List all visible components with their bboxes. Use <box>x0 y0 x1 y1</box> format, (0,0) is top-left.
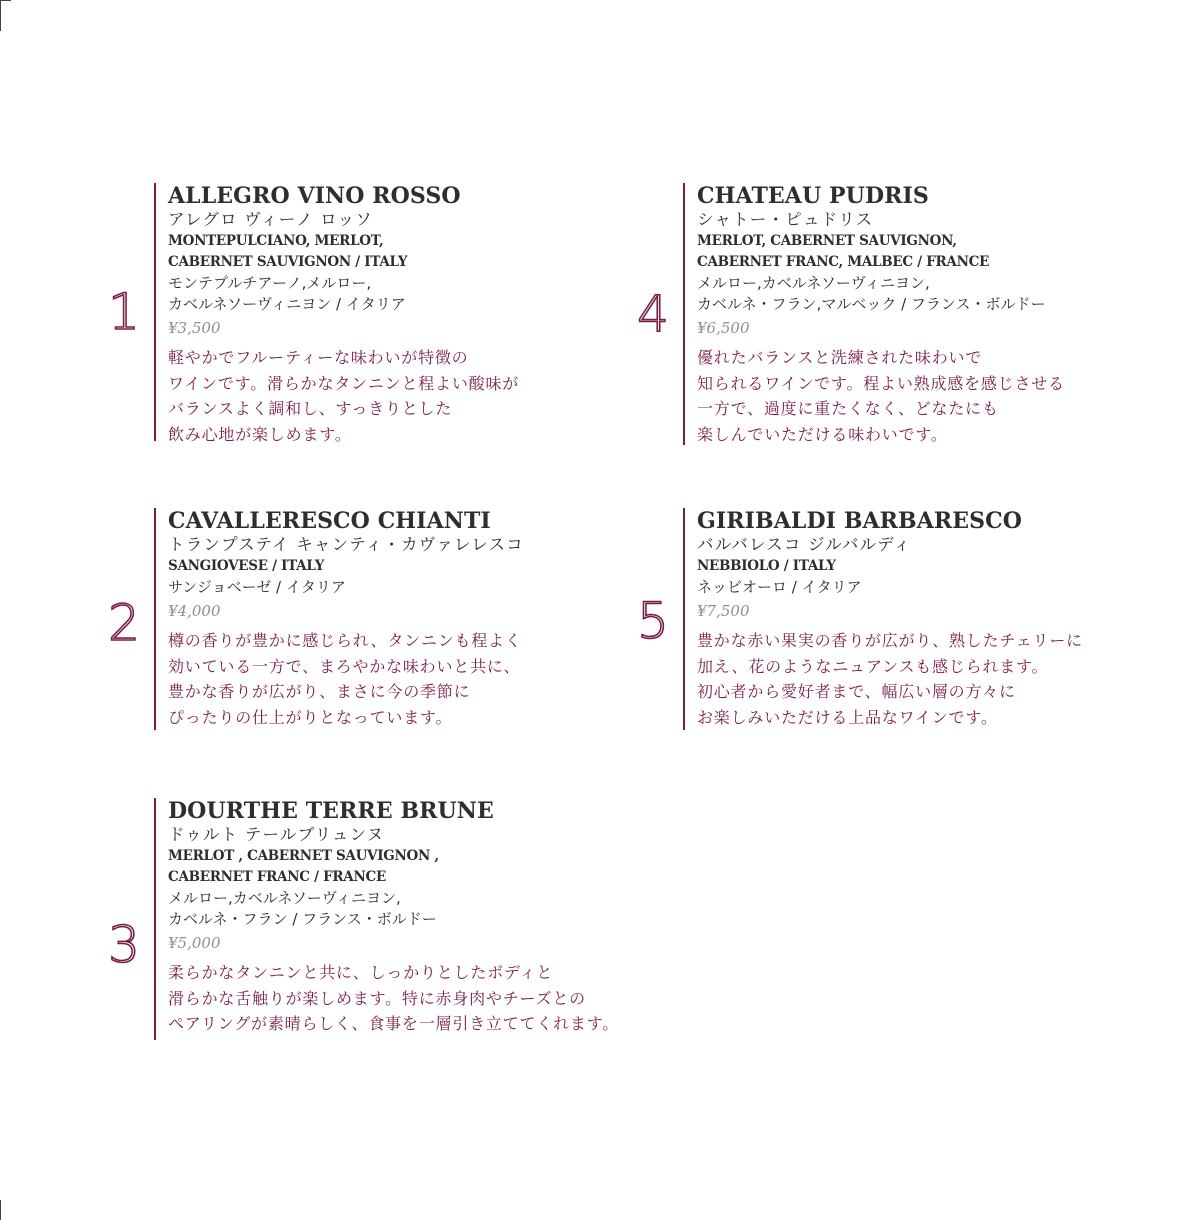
wine-price: ¥6,500 <box>697 319 750 337</box>
wine-number: 2 <box>108 594 140 652</box>
grape-line: CABERNET FRANC / FRANCE <box>168 869 386 885</box>
wine-number: 1 <box>108 283 140 341</box>
grape-varieties <box>697 556 1200 577</box>
crop-mark-bottom-left <box>0 1200 11 1220</box>
grape-varieties <box>697 231 1200 273</box>
grape-line: MONTEPULCIANO, MERLOT, <box>168 233 384 249</box>
grape-jp-line: モンテプルチアーノ,メルロー, <box>168 274 372 292</box>
desc-line: 軽やかでフルーティーな味わいが特徴の <box>168 348 469 367</box>
grape-line: SANGIOVESE / ITALY <box>168 558 325 574</box>
wine-number: 3 <box>108 916 140 974</box>
grape-jp-line: ネッビオーロ / イタリア <box>697 578 862 596</box>
grape-varieties-jp <box>168 273 708 315</box>
desc-line: バランスよく調和し、すっきりとした <box>168 399 453 418</box>
wine-name: CHATEAU PUDRIS <box>697 183 929 209</box>
grape-varieties <box>168 846 708 888</box>
desc-line: 効いている一方で、まろやかな味わいと共に、 <box>168 656 521 676</box>
wine-price: ¥7,500 <box>697 602 750 620</box>
grape-line: MERLOT, CABERNET SAUVIGNON, <box>697 233 957 249</box>
wine-entry-5 <box>637 508 1200 730</box>
wine-number: 5 <box>637 592 669 650</box>
desc-line: 加え、花のようなニュアンスも感じられます。 <box>697 656 1049 676</box>
grape-varieties-jp <box>168 888 708 930</box>
wine-entry-1 <box>108 183 708 447</box>
grape-jp-line: メルロー,カベルネソーヴィニヨン, <box>168 889 401 907</box>
entry-divider-line <box>683 183 685 445</box>
wine-name: CAVALLERESCO CHIANTI <box>168 508 491 534</box>
desc-line: 知られるワインです。程よい熟成感を感じさせる <box>697 373 1065 393</box>
crop-mark-top-left <box>0 0 11 31</box>
desc-line: ワインです。滑らかなタンニンと程よい酸味が <box>168 373 520 393</box>
entry-divider-line <box>683 508 685 730</box>
desc-line: 豊かな赤い果実の香りが広がり、熟したチェリーに <box>697 631 1083 650</box>
grape-jp-line: サンジョベーゼ / イタリア <box>168 578 346 596</box>
wine-name-kana: シャトー・ピュドリス <box>697 210 874 229</box>
wine-number: 4 <box>637 285 669 343</box>
desc-line: ペアリングが素晴らしく、食事を一層引き立ててくれます。 <box>168 1014 620 1033</box>
grape-line: CABERNET FRANC, MALBEC / FRANCE <box>697 254 990 270</box>
wine-description <box>697 345 1200 447</box>
grape-varieties-jp <box>697 577 1200 598</box>
wine-description <box>697 628 1200 730</box>
desc-line: 柔らかなタンニンと共に、しっかりとしたボディと <box>168 963 554 982</box>
wine-description <box>168 345 708 447</box>
wine-description <box>168 628 708 730</box>
desc-line: 優れたバランスと洗練された味わいで <box>697 348 983 367</box>
grape-jp-line: メルロー,カベルネソーヴィニヨン, <box>697 274 930 292</box>
grape-line: MERLOT , CABERNET SAUVIGNON , <box>168 848 439 864</box>
grape-jp-line: カベルネ・フラン,マルベック / フランス・ボルドー <box>697 295 1046 313</box>
grape-varieties <box>168 556 708 577</box>
entry-divider-line <box>154 798 156 1040</box>
wine-price: ¥4,000 <box>168 602 221 620</box>
desc-line: 楽しんでいただける味わいです。 <box>697 424 948 444</box>
wine-name-kana: ドゥルト テールブリュンヌ <box>168 825 385 844</box>
grape-varieties-jp <box>168 577 708 598</box>
wine-price: ¥5,000 <box>168 934 221 952</box>
wine-name-kana: トランプステイ キャンティ・カヴァレレスコ <box>168 535 524 554</box>
grape-jp-line: カベルネソーヴィニヨン / イタリア <box>168 295 406 313</box>
wine-entry-2 <box>108 508 708 730</box>
entry-divider-line <box>154 508 156 730</box>
desc-line: 滑らかな舌触りが楽しめます。特に赤身肉やチーズとの <box>168 988 586 1008</box>
wine-name-kana: バルバレスコ ジルバルディ <box>697 535 912 554</box>
wine-entry-3 <box>108 798 708 1037</box>
wine-name: ALLEGRO VINO ROSSO <box>168 183 461 209</box>
desc-line: 一方で、過度に重たくなく、どなたにも <box>697 399 999 418</box>
wine-description <box>168 960 708 1037</box>
wine-price: ¥3,500 <box>168 319 221 337</box>
desc-line: 豊かな香りが広がり、まさに今の季節に <box>168 682 471 701</box>
desc-line: ぴったりの仕上がりとなっています。 <box>168 707 453 727</box>
wine-entry-4 <box>637 183 1200 447</box>
grape-jp-line: カベルネ・フラン / フランス・ボルドー <box>168 910 437 928</box>
wine-name-kana: アレグロ ヴィーノ ロッソ <box>168 210 373 229</box>
wine-name: DOURTHE TERRE BRUNE <box>168 798 494 824</box>
grape-line: CABERNET SAUVIGNON / ITALY <box>168 254 408 270</box>
desc-line: 飲み心地が楽しめます。 <box>168 424 352 444</box>
desc-line: 初心者から愛好者まで、幅広い層の方々に <box>697 682 1016 701</box>
wine-name: GIRIBALDI BARBARESCO <box>697 508 1023 534</box>
desc-line: 樽の香りが豊かに感じられ、タンニンも程よく <box>168 631 522 650</box>
grape-varieties-jp <box>697 273 1200 315</box>
grape-varieties <box>168 231 708 273</box>
desc-line: お楽しみいただける上品なワインです。 <box>697 707 998 727</box>
entry-divider-line <box>154 183 156 441</box>
grape-line: NEBBIOLO / ITALY <box>697 558 836 574</box>
